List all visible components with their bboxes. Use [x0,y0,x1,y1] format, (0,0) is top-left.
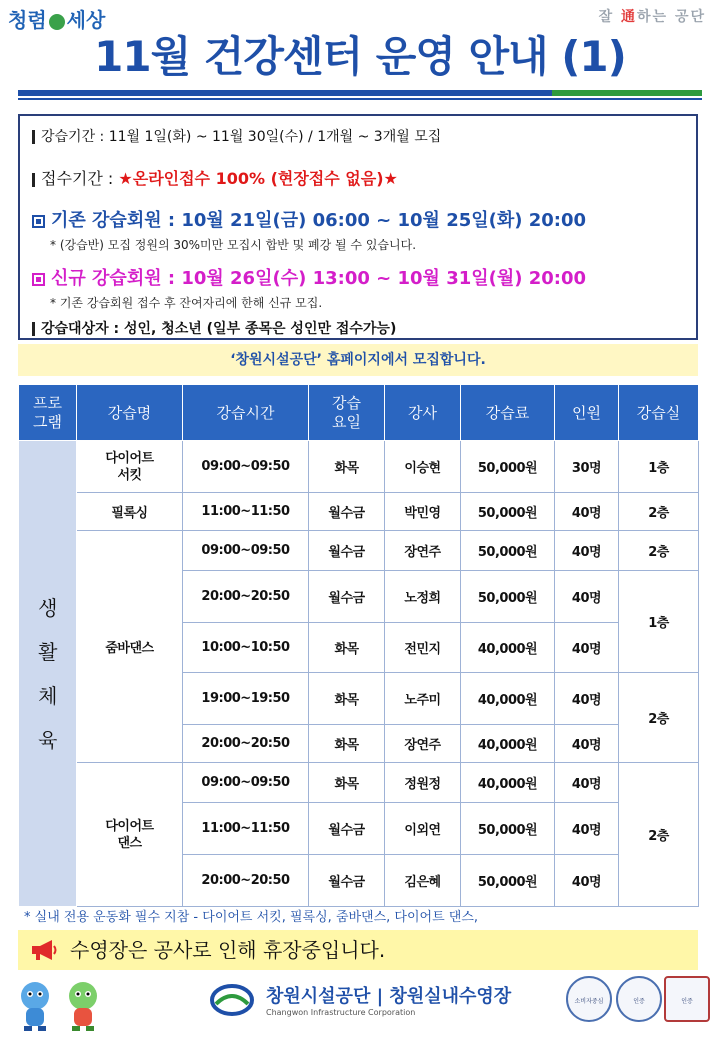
time-cell: 10:00~10:50 [183,623,309,673]
period-text: 강습기간 : 11월 1일(화) ~ 11월 30일(수) / 1개월 ~ 3개월 모집 [41,129,442,145]
day-cell: 화목 [309,441,385,493]
time-cell: 11:00~11:50 [183,803,309,855]
slogan [599,6,706,26]
table-row [19,493,699,531]
time-cell: 20:00~20:50 [183,725,309,763]
teacher-cell: 장연주 [385,725,461,763]
header-day: 강습 요일 [309,385,385,441]
class-cell: 다이어트 댄스 [77,763,183,907]
fee-cell: 40,000원 [461,673,555,725]
slogan-post: 하는 공단 [637,9,706,25]
bullet-bar-icon [32,130,35,144]
time-cell: 09:00~09:50 [183,531,309,571]
period-line [32,126,441,146]
target-text: 강습대상자 : 성인, 청소년 (일부 종목은 성인만 접수가능) [41,321,397,337]
day-cell: 화목 [309,725,385,763]
title-underline-thin [18,98,702,100]
count-cell: 40명 [555,725,619,763]
schedule-table [18,384,699,907]
teacher-cell: 노주미 [385,673,461,725]
target-line [32,318,396,338]
table-header-row [19,385,699,441]
header-program: 프로 그램 [19,385,77,441]
room-cell: 1층 [619,571,699,673]
organization-english-name: Changwon Infrastructure Corporation [266,1008,416,1017]
day-cell: 화목 [309,763,385,803]
time-cell: 09:00~09:50 [183,763,309,803]
megaphone-icon [28,938,58,962]
class-cell: 줌바댄스 [77,531,183,763]
header-time: 강습시간 [183,385,309,441]
new-member-note: * 기존 강습회원 접수 후 잔여자리에 한해 신규 모집. [50,296,323,310]
existing-member-line [32,206,586,232]
new-member-text: 신규 강습회원 : 10월 26일(수) 13:00 ~ 10월 31일(월) 20:00 [51,268,587,289]
time-cell: 11:00~11:50 [183,493,309,531]
title-underline-accent [552,90,702,96]
info-box [18,114,698,340]
fee-cell: 50,000원 [461,571,555,623]
bullet-bar-icon [32,322,35,336]
organization-name: 창원시설공단 | 창원실내수영장 [266,986,512,1007]
consumer-certification-badge [566,976,612,1022]
mascot-icon [14,978,56,1032]
day-cell: 월수금 [309,803,385,855]
count-cell: 40명 [555,623,619,673]
header [0,0,720,110]
fee-cell: 40,000원 [461,725,555,763]
new-member-line [32,264,586,290]
table-row [19,531,699,571]
quality-certification-badge [664,976,710,1022]
teacher-cell: 이승현 [385,441,461,493]
day-cell: 월수금 [309,571,385,623]
page-title: 11월 건강센터 운영 안내 (1) [94,32,626,81]
room-cell: 2층 [619,763,699,907]
class-cell: 다이어트 서킷 [77,441,183,493]
square-bullet-icon [32,273,45,286]
room-cell: 2층 [619,531,699,571]
homepage-notice: ‘창원시설공단’ 홈페이지에서 모집합니다. [18,344,698,376]
header-teacher: 강사 [385,385,461,441]
brand-text: 청렴 [8,8,47,32]
count-cell: 40명 [555,763,619,803]
pool-closed-banner [18,930,698,970]
table-row [19,763,699,803]
teacher-cell: 이외연 [385,803,461,855]
day-cell: 화목 [309,623,385,673]
teacher-cell: 장연주 [385,531,461,571]
room-cell: 2층 [619,673,699,763]
footer [0,970,720,1040]
existing-member-text: 기존 강습회원 : 10월 21일(금) 06:00 ~ 10월 25일(화) 20:00 [51,210,587,231]
header-room: 강습실 [619,385,699,441]
count-cell: 40명 [555,531,619,571]
fee-cell: 50,000원 [461,441,555,493]
teacher-cell: 노정희 [385,571,461,623]
day-cell: 화목 [309,673,385,725]
fee-cell: 50,000원 [461,803,555,855]
room-cell: 2층 [619,493,699,531]
mascot-icon [62,978,104,1032]
badge-label: 소비자중심 [574,998,604,1005]
teacher-cell: 김은혜 [385,855,461,907]
pool-closed-text: 수영장은 공사로 인해 휴장중입니다. [70,938,386,962]
day-cell: 월수금 [309,493,385,531]
badge-label: 인증 [681,998,693,1005]
count-cell: 40명 [555,493,619,531]
count-cell: 40명 [555,571,619,623]
footnote: * 실내 전용 운동화 필수 지참 - 다이어트 서킷, 필록싱, 줌바댄스, 다이어트 댄스, [24,910,479,925]
header-class: 강습명 [77,385,183,441]
reception-label: 접수기간 : [41,169,119,188]
class-cell: 필록싱 [77,493,183,531]
time-cell: 20:00~20:50 [183,855,309,907]
corporation-logo-icon [210,982,254,1018]
fee-cell: 40,000원 [461,763,555,803]
slogan-pre: 잘 [598,9,622,25]
fee-cell: 50,000원 [461,493,555,531]
fee-cell: 50,000원 [461,531,555,571]
room-cell: 1층 [619,441,699,493]
teacher-cell: 정원정 [385,763,461,803]
time-cell: 20:00~20:50 [183,571,309,623]
count-cell: 40명 [555,855,619,907]
fee-cell: 40,000원 [461,623,555,673]
teacher-cell: 박민영 [385,493,461,531]
category-cell: 생 활 체 육 [19,441,77,907]
slogan-highlight: 通 [621,9,638,25]
brand-text-2: 세상 [66,8,106,32]
badge-label: 인증 [633,998,645,1005]
square-bullet-icon [32,215,45,228]
table-row [19,441,699,493]
count-cell: 40명 [555,803,619,855]
time-cell: 09:00~09:50 [183,441,309,493]
existing-member-note: * (강습반) 모집 정원의 30%미만 모집시 합반 및 폐강 될 수 있습니다. [50,238,417,252]
count-cell: 30명 [555,441,619,493]
certification-badge [616,976,662,1022]
time-cell: 19:00~19:50 [183,673,309,725]
fee-cell: 50,000원 [461,855,555,907]
count-cell: 40명 [555,673,619,725]
header-fee: 강습료 [461,385,555,441]
teacher-cell: 전민지 [385,623,461,673]
day-cell: 월수금 [309,855,385,907]
day-cell: 월수금 [309,531,385,571]
bullet-bar-icon [32,173,35,187]
reception-value: ★온라인접수 100% (현장접수 없음)★ [118,169,398,188]
reception-line [32,166,398,189]
header-count: 인원 [555,385,619,441]
